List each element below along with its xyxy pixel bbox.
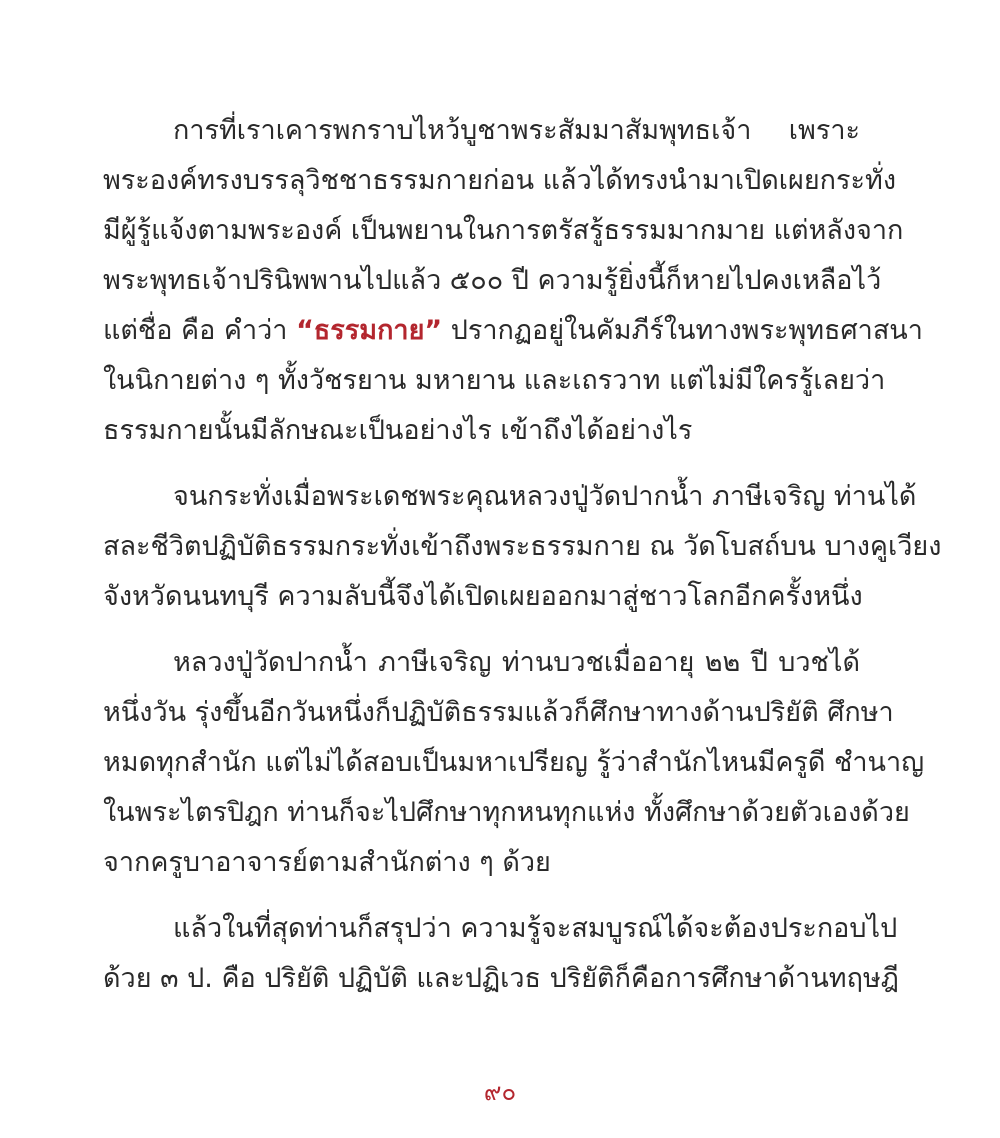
text-line: แล้วในที่สุดท่านก็สรุปว่า ความรู้จะสมบูรณ์ได้จะต้องประกอบไป — [173, 913, 898, 944]
paragraph-3 — [103, 638, 925, 888]
highlighted-term: “ธรรมกาย” — [296, 315, 443, 346]
text-segment: ปรากฏอยู่ในคัมภีร์ในทางพระพุทธศาสนา — [442, 315, 923, 346]
text-line: จากครูบาอาจารย์ตามสำนักต่าง ๆ ด้วย — [103, 847, 551, 878]
page-number: ๙๐ — [483, 1078, 517, 1106]
text-line: ในพระไตรปิฎก ท่านก็จะไปศึกษาทุกหนทุกแห่ง ทั้งศึกษาด้วยตัวเองด้วย — [103, 797, 910, 828]
text-line: หนึ่งวัน รุ่งขึ้นอีกวันหนึ่งก็ปฏิบัติธรรมแล้วก็ศึกษาทางด้านปริยัติ ศึกษา — [103, 697, 894, 728]
paragraph-1 — [103, 106, 923, 456]
text-line: ด้วย ๓ ป. คือ ปริยัติ ปฏิบัติ และปฏิเวธ ปริยัติก็คือการศึกษาด้านทฤษฎี — [103, 963, 899, 994]
text-segment: แต่ชื่อ คือ คำว่า — [103, 315, 297, 346]
text-line: หลวงปู่วัดปากน้ำ ภาษีเจริญ ท่านบวชเมื่ออายุ ๒๒ ปี บวชได้ — [173, 647, 860, 678]
paragraph-4 — [103, 904, 899, 1004]
text-line: มีผู้รู้แจ้งตามพระองค์ เป็นพยานในการตรัสรู้ธรรมมากมาย แต่หลังจาก — [103, 215, 904, 246]
paragraph-2 — [103, 472, 942, 622]
text-line: พระองค์ทรงบรรลุวิชชาธรรมกายก่อน แล้วได้ทรงนำมาเปิดเผยกระทั่ง — [103, 165, 897, 196]
text-line: การที่เราเคารพกราบไหว้บูชาพระสัมมาสัมพุทธเจ้า เพราะ — [173, 115, 860, 146]
text-line: จนกระทั่งเมื่อพระเดชพระคุณหลวงปู่วัดปากน้ำ ภาษีเจริญ ท่านได้ — [173, 481, 917, 512]
text-line: ในนิกายต่าง ๆ ทั้งวัชรยาน มหายาน และเถรวาท แต่ไม่มีใครรู้เลยว่า — [103, 365, 886, 396]
text-line: พระพุทธเจ้าปรินิพพานไปแล้ว ๕๐๐ ปี ความรู้ยิ่งนี้ก็หายไปคงเหลือไว้ — [103, 265, 882, 296]
text-line — [103, 306, 923, 356]
text-line: ธรรมกายนั้นมีลักษณะเป็นอย่างไร เข้าถึงได้อย่างไร — [103, 415, 693, 446]
text-line: จังหวัดนนทบุรี ความลับนี้จึงได้เปิดเผยออกมาสู่ชาวโลกอีกครั้งหนึ่ง — [103, 581, 863, 612]
text-line: หมดทุกสำนัก แต่ไม่ได้สอบเป็นมหาเปรียญ รู้ว่าสำนักไหนมีครูดี ชำนาญ — [103, 747, 925, 778]
text-line: สละชีวิตปฏิบัติธรรมกระทั่งเข้าถึงพระธรรมกาย ณ วัดโบสถ์บน บางคูเวียง — [103, 531, 942, 562]
body-text — [103, 106, 942, 1020]
